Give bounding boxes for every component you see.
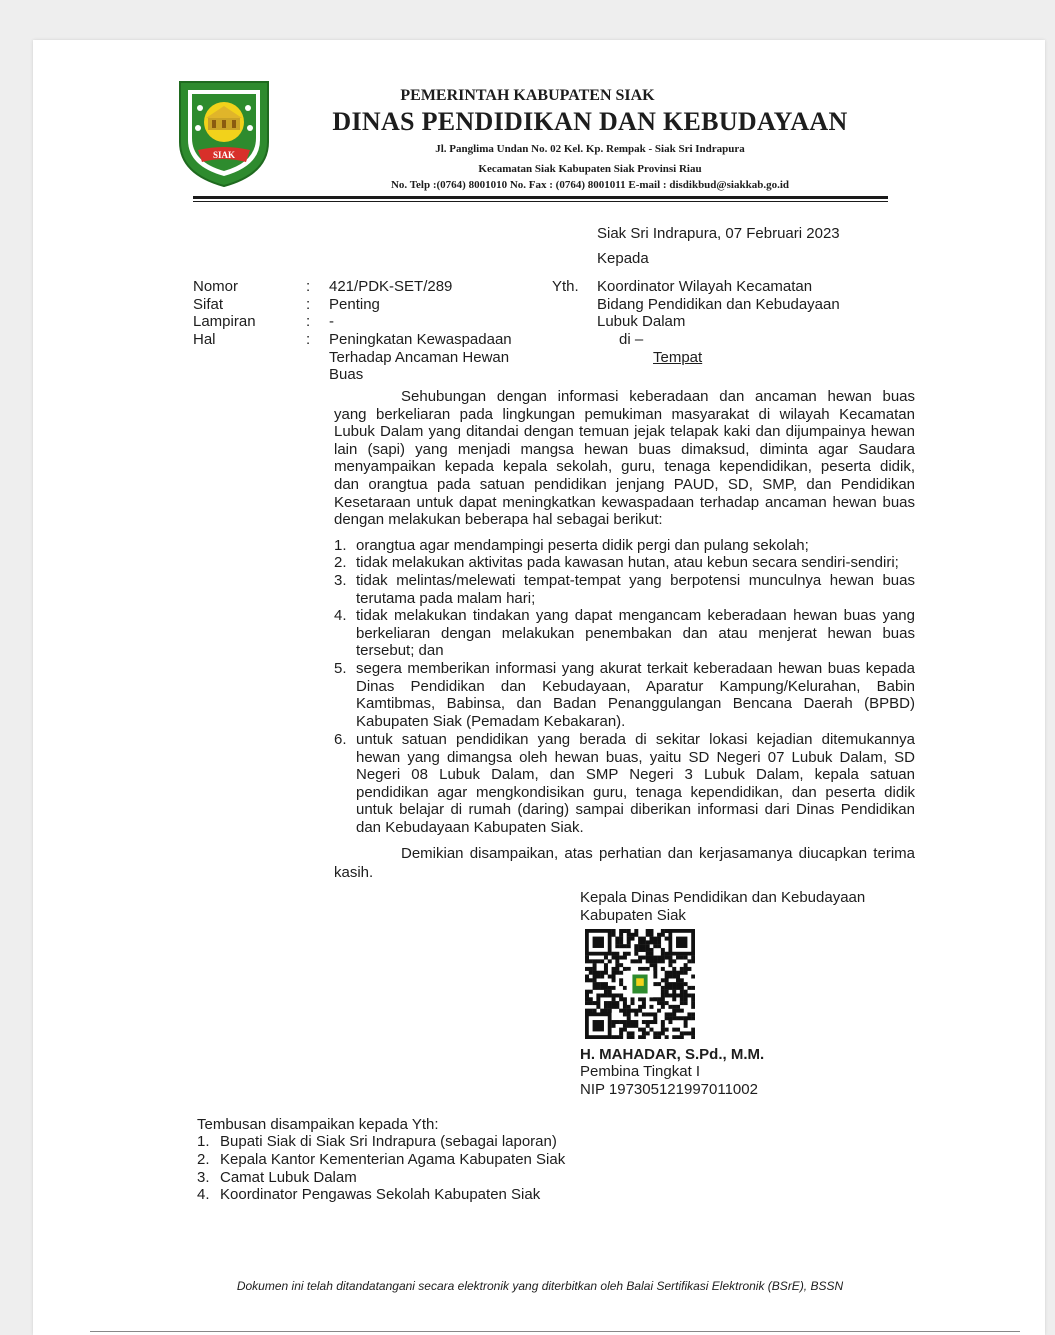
recipient-line: Bidang Pendidikan dan Kebudayaan <box>597 296 840 313</box>
body-line: menyampaikan kepada kepala sekolah, guru, tenaga kependidikan, peserta didik, <box>334 458 915 476</box>
list-line: tersebut; dan <box>356 642 444 660</box>
list-line: tidak melakukan tindakan yang dapat mengancam keberadaan hewan buas yang <box>356 607 915 624</box>
body-line: yang berkeliaran pada lingkungan pemukiman masyarakat di wilayah Kecamatan <box>334 405 915 423</box>
list-line: Negeri 08 Lubuk Dalam, dan SMP Negeri 3 Lubuk Dalam, kepala satuan <box>356 766 915 784</box>
letterhead-rule-thin <box>193 201 888 202</box>
nomor-value: 421/PDK-SET/289 <box>329 278 453 295</box>
list-line: dan Kebudayaan Kabupaten Siak. <box>356 818 584 836</box>
recipient-place: Tempat <box>653 349 703 366</box>
tembusan-heading: Tembusan disampaikan kepada Yth: <box>197 1116 439 1133</box>
letterhead-government: PEMERINTAH KABUPATEN SIAK <box>400 87 655 104</box>
tembusan-item: Camat Lubuk Dalam <box>220 1169 357 1186</box>
sifat-label: Sifat <box>193 296 224 313</box>
body-line: dengan melakukan beberapa hal sebagai berikut: <box>334 511 663 529</box>
signatory-nip: NIP 197305121997011002 <box>580 1081 758 1098</box>
letter-date: Siak Sri Indrapura, 07 Februari 2023 <box>597 225 840 242</box>
list-line: terutama pada malam hari; <box>356 589 536 607</box>
body-line: dan orangtua pada satuan pendidikan jenjang PAUD, SD, SMP, dan Pendidikan <box>334 475 915 493</box>
list-line: berkeliaran dengan melakukan penembakan dan atau menjerat hewan buas <box>356 624 915 642</box>
letterhead-address: Jl. Panglima Undan No. 02 Kel. Kp. Rempak - Siak Sri Indrapura <box>435 143 745 155</box>
hal-value-line: Buas <box>329 366 364 383</box>
body-line: Lubuk Dalam yang ditandai dengan temuan jejak telapak kaki dan dijumpainya hewan <box>334 423 915 441</box>
list-number: 3. <box>334 572 347 589</box>
list-line: pendidikan agar mengkondisikan guru, tenaga kependidikan, dan peserta didik <box>356 783 915 801</box>
closing-line: Demikian disampaikan, atas perhatian dan kerjasamanya diucapkan terima <box>401 845 915 862</box>
body-line: lain (sapi) yang menjadi mangsa hewan buas dimaksud, diminta agar Saudara <box>334 440 915 458</box>
logo-text: SIAK <box>212 150 236 160</box>
lampiran-label: Lampiran <box>193 313 256 330</box>
letterhead-agency: DINAS PENDIDIKAN DAN KEBUDAYAAN <box>332 107 848 136</box>
list-item <box>334 660 915 730</box>
sifat-value: Penting <box>329 296 380 313</box>
list-line: orangtua agar mendampingi peserta didik pergi dan pulang sekolah; <box>356 537 809 554</box>
signatory-title: Kabupaten Siak <box>580 907 686 924</box>
list-item <box>334 731 915 837</box>
list-item <box>334 554 915 572</box>
kepada-label: Kepada <box>597 250 649 267</box>
list-item <box>334 537 915 555</box>
hal-label: Hal <box>193 331 216 348</box>
colon: : <box>306 278 311 295</box>
tembusan-item: Kepala Kantor Kementerian Agama Kabupaten Siak <box>220 1151 566 1168</box>
nomor-label: Nomor <box>193 278 239 295</box>
recipient-line: Koordinator Wilayah Kecamatan <box>597 278 813 295</box>
lampiran-value: - <box>329 313 334 330</box>
colon: : <box>306 313 311 330</box>
list-item <box>334 572 915 607</box>
tembusan-number: 1. <box>197 1133 210 1150</box>
list-line: Kamtibmas, Babinsa, dan Badan Penanggulangan Bencana Daerah (BPBD) <box>356 695 915 713</box>
body-paragraph <box>334 388 915 529</box>
hal-value-line: Terhadap Ancaman Hewan <box>329 349 510 366</box>
colon: : <box>306 296 311 313</box>
body-line: Sehubungan dengan informasi keberadaan dan ancaman hewan buas <box>401 388 915 405</box>
letterhead-rule-thick <box>193 196 888 199</box>
tembusan-number: 3. <box>197 1169 210 1186</box>
qr-code-icon <box>585 929 695 1039</box>
closing-line: kasih. <box>334 864 374 881</box>
list-line: tidak melintas/melewati tempat-tempat yang berpotensi munculnya hewan buas <box>356 572 915 589</box>
list-number: 1. <box>334 537 347 554</box>
list-line: Kabupaten Siak (Pemadam Kebakaran). <box>356 712 626 730</box>
footer-rule <box>90 1331 1020 1332</box>
list-line: hewan yang dimangsa oleh hewan buas, yaitu SD Negeri 07 Lubuk Dalam, SD <box>356 748 915 766</box>
list-line: untuk belajar di rumah (daring) sampai diberikan informasi dari Dinas Pendidikan <box>356 801 915 819</box>
tembusan-item: Koordinator Pengawas Sekolah Kabupaten Siak <box>220 1186 541 1203</box>
colon: : <box>306 331 311 348</box>
tembusan-number: 2. <box>197 1151 210 1168</box>
body-line: Kesetaraan untuk dapat meningkatkan kewaspadaan terhadap ancaman hewan buas <box>334 493 915 511</box>
list-number: 4. <box>334 607 347 624</box>
e-signature-footer: Dokumen ini telah ditandatangani secara elektronik yang diterbitkan oleh Balai Sertifikasi Elektronik (BSrE), BSSN <box>236 1279 844 1293</box>
signatory-name: H. MAHADAR, S.Pd., M.M. <box>580 1046 765 1063</box>
list-line: Dinas Pendidikan dan Kebudayaan, Aparatur Kampung/Kelurahan, Babin <box>356 677 915 695</box>
list-number: 5. <box>334 660 347 677</box>
yth-label: Yth. <box>552 278 579 295</box>
recipient-line: Lubuk Dalam <box>597 313 686 330</box>
tembusan-item: Bupati Siak di Siak Sri Indrapura (sebagai laporan) <box>220 1133 557 1150</box>
list-item <box>334 607 915 660</box>
recipient-di: di – <box>619 331 644 348</box>
tembusan-number: 4. <box>197 1186 210 1203</box>
list-line: segera memberikan informasi yang akurat terkait keberadaan hewan buas kepada <box>356 660 915 677</box>
signatory-title: Kepala Dinas Pendidikan dan Kebudayaan <box>580 889 866 906</box>
list-number: 2. <box>334 554 347 571</box>
list-number: 6. <box>334 731 347 748</box>
letterhead-district: Kecamatan Siak Kabupaten Siak Provinsi Riau <box>478 163 702 175</box>
letterhead-contact: No. Telp :(0764) 8001010 No. Fax : (0764) 8001011 E-mail : disdikbud@siakkab.go.id <box>390 179 790 191</box>
list-line: tidak melakukan aktivitas pada kawasan hutan, atau kebun secara sendiri-sendiri; <box>356 554 899 571</box>
list-line: untuk satuan pendidikan yang berada di sekitar lokasi kejadian ditemukannya <box>356 731 915 748</box>
hal-value-line: Peningkatan Kewaspadaan <box>329 331 512 348</box>
signatory-rank: Pembina Tingkat I <box>580 1063 701 1080</box>
